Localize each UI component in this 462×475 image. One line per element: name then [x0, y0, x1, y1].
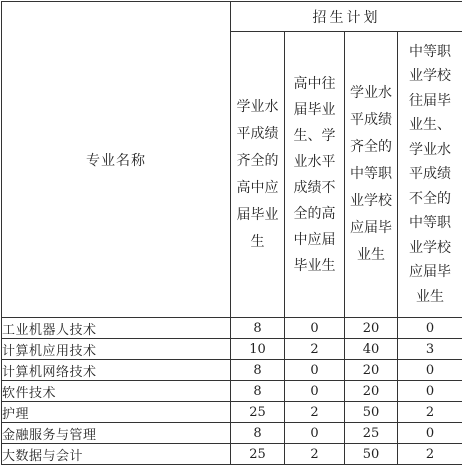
major-name: 金融服务与管理	[2, 423, 231, 444]
column-header-2: 高中往届毕业生、学业水平成绩不全的高中应届毕业生	[285, 32, 345, 318]
enrollment-plan-table	[1, 1, 462, 465]
table-cell: 8	[231, 423, 285, 444]
table-cell: 25	[231, 444, 285, 465]
table-cell: 8	[231, 360, 285, 381]
table-cell: 0	[285, 381, 345, 402]
table-cell: 8	[231, 318, 285, 339]
table-row	[2, 339, 462, 360]
enrollment-plan-header: 招生计划	[231, 2, 462, 32]
table-cell: 8	[231, 381, 285, 402]
table-row	[2, 402, 462, 423]
table-cell: 0	[398, 381, 462, 402]
column-header-3: 学业水平成绩齐全的中等职业学校应届毕业生	[345, 32, 398, 318]
header-row-top	[2, 2, 462, 32]
table-cell: 0	[398, 318, 462, 339]
table-cell: 0	[285, 423, 345, 444]
table-cell: 50	[345, 402, 398, 423]
major-name: 护理	[2, 402, 231, 423]
table-cell: 3	[398, 339, 462, 360]
table-cell: 2	[285, 339, 345, 360]
table-row	[2, 444, 462, 465]
major-name: 计算机网络技术	[2, 360, 231, 381]
table-row	[2, 381, 462, 402]
table-cell: 0	[285, 360, 345, 381]
table-cell: 40	[345, 339, 398, 360]
table-cell: 2	[398, 402, 462, 423]
table-cell: 2	[285, 444, 345, 465]
major-name: 软件技术	[2, 381, 231, 402]
table-cell: 2	[398, 444, 462, 465]
column-header-1: 学业水平成绩齐全的高中应届毕业生	[231, 32, 285, 318]
table-cell: 25	[345, 423, 398, 444]
major-name: 计算机应用技术	[2, 339, 231, 360]
table-cell: 25	[231, 402, 285, 423]
table-row	[2, 318, 462, 339]
table-cell: 20	[345, 360, 398, 381]
table-cell: 0	[285, 318, 345, 339]
table-row	[2, 360, 462, 381]
table-cell: 10	[231, 339, 285, 360]
table-cell: 20	[345, 381, 398, 402]
table-row	[2, 423, 462, 444]
table-cell: 0	[398, 423, 462, 444]
table-cell: 50	[345, 444, 398, 465]
table-cell: 2	[285, 402, 345, 423]
major-name: 工业机器人技术	[2, 318, 231, 339]
major-name-header: 专业名称	[2, 2, 231, 318]
column-header-4: 中等职业学校往届毕业生、学业水平成绩不全的中等职业学校应届毕业生	[398, 32, 462, 318]
table-cell: 0	[398, 360, 462, 381]
major-name: 大数据与会计	[2, 444, 231, 465]
table-cell: 20	[345, 318, 398, 339]
